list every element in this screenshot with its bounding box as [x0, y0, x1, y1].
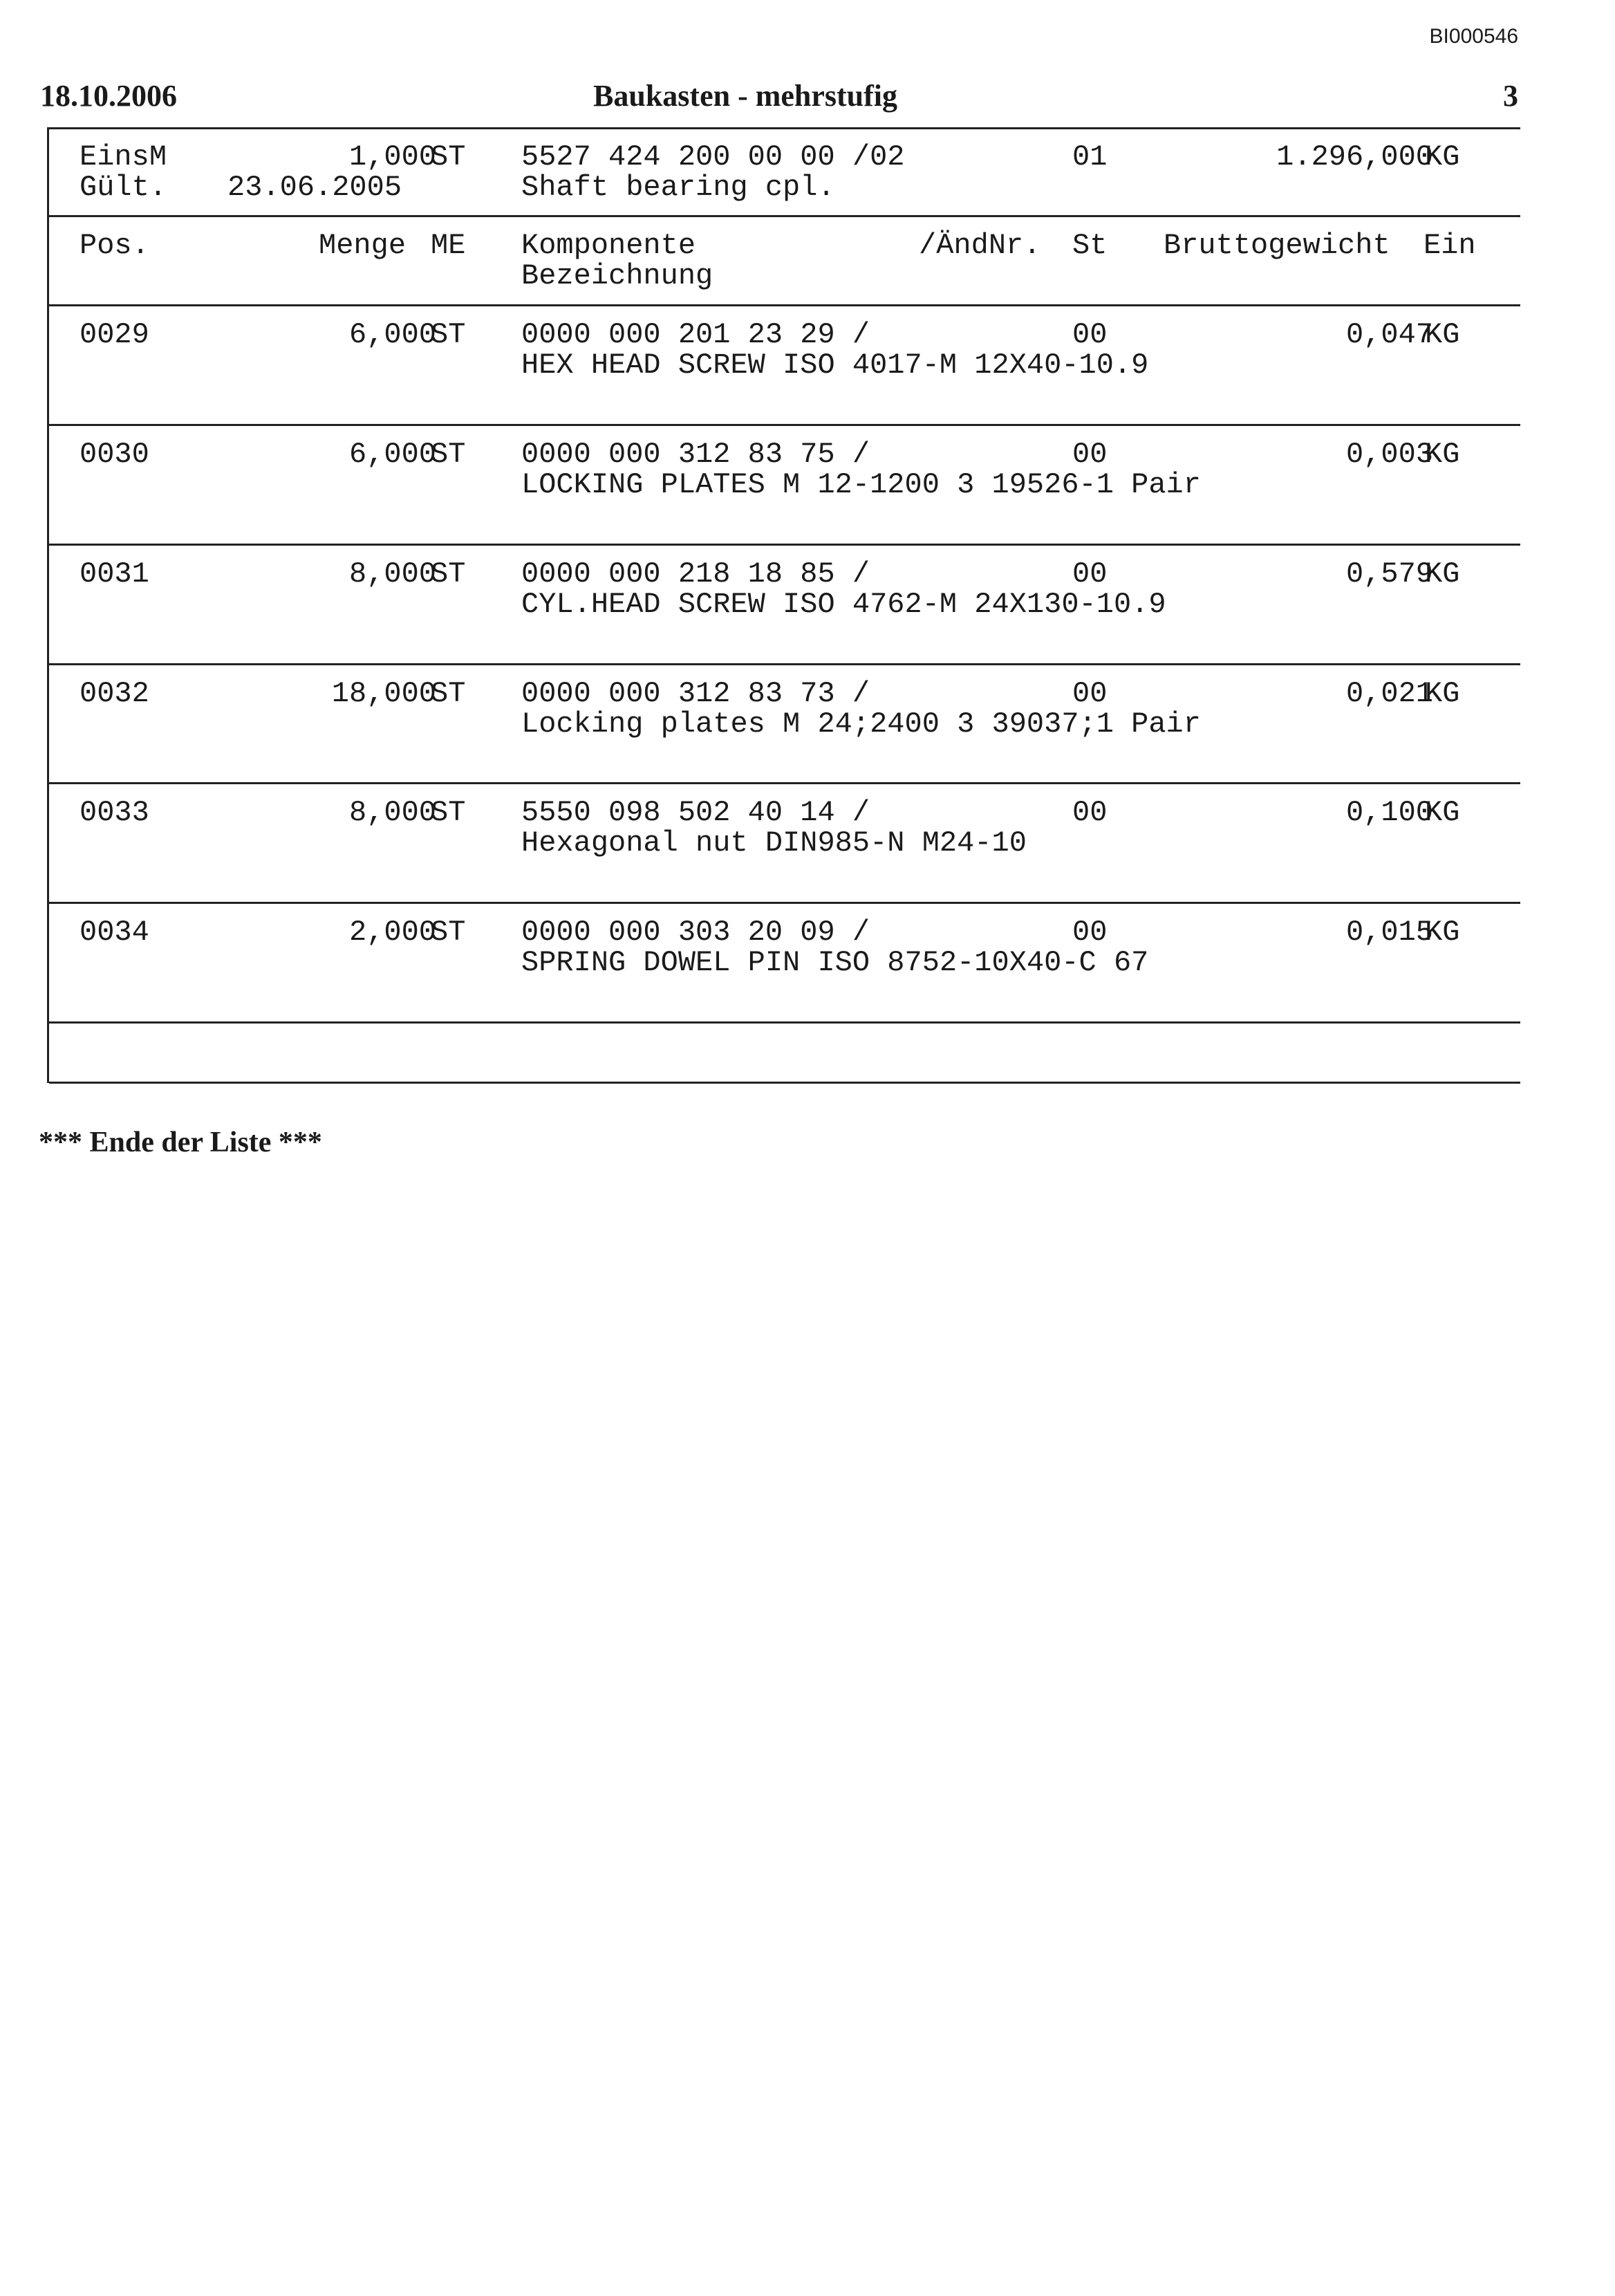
col-me: ME: [431, 229, 466, 262]
item-weight-unit: KG: [1425, 796, 1460, 829]
item-description: Locking plates M 24;2400 3 39037;1 Pair: [521, 707, 1201, 741]
bom-table: [47, 127, 1520, 1083]
rule: [49, 215, 1520, 217]
item-pos: 0029: [80, 318, 149, 351]
item-description: Hexagonal nut DIN985-N M24-10: [521, 826, 1027, 860]
item-weight: 0,015: [1345, 916, 1433, 949]
item-unit: ST: [431, 438, 466, 471]
item-component: 0000 000 312 83 73 /: [521, 677, 870, 710]
rule: [49, 304, 1520, 306]
item-component: 0000 000 312 83 75 /: [521, 438, 870, 471]
col-komponente: Komponente: [521, 229, 696, 262]
item-quantity: 6,000: [348, 318, 436, 351]
item-st: 00: [1072, 557, 1108, 591]
item-quantity: 8,000: [348, 557, 436, 591]
page-number: 3: [1503, 79, 1518, 113]
item-description: LOCKING PLATES M 12-1200 3 19526-1 Pair: [521, 468, 1201, 501]
item-unit: ST: [431, 916, 466, 949]
item-weight-unit: KG: [1425, 438, 1460, 471]
item-pos: 0030: [80, 438, 149, 471]
item-pos: 0031: [80, 557, 149, 591]
item-weight-unit: KG: [1425, 318, 1460, 351]
item-pos: 0032: [80, 677, 149, 710]
rule: [49, 544, 1520, 546]
col-st: St: [1072, 229, 1108, 262]
item-quantity: 2,000: [348, 916, 436, 949]
rule-bottom: [49, 1082, 1520, 1084]
item-weight: 0,579: [1345, 557, 1433, 591]
item-unit: ST: [431, 557, 466, 591]
col-aendnr: /ÄndNr.: [919, 229, 1041, 262]
assembly-weight-unit: KG: [1425, 140, 1460, 174]
item-st: 00: [1072, 677, 1108, 710]
col-pos: Pos.: [80, 229, 149, 262]
assembly-st: 01: [1072, 140, 1108, 174]
item-component: 5550 098 502 40 14 /: [521, 796, 870, 829]
einsm-label: EinsM: [80, 140, 167, 174]
valid-label: Gült.: [80, 171, 167, 204]
item-pos: 0033: [80, 796, 149, 829]
item-quantity: 6,000: [348, 438, 436, 471]
item-weight: 0,047: [1345, 318, 1433, 351]
item-st: 00: [1072, 438, 1108, 471]
rule: [49, 663, 1520, 665]
item-description: HEX HEAD SCREW ISO 4017-M 12X40-10.9: [521, 349, 1149, 382]
assembly-description: Shaft bearing cpl.: [521, 171, 835, 204]
item-pos: 0034: [80, 916, 149, 949]
item-component: 0000 000 218 18 85 /: [521, 557, 870, 591]
item-quantity: 8,000: [348, 796, 436, 829]
col-menge: Menge: [319, 229, 407, 262]
item-quantity: 18,000: [331, 677, 436, 710]
col-bruttogewicht: Bruttogewicht: [1164, 229, 1390, 262]
item-component: 0000 000 303 20 09 /: [521, 916, 870, 949]
item-st: 00: [1072, 318, 1108, 351]
document-id: BI000546: [1429, 25, 1518, 48]
item-component: 0000 000 201 23 29 /: [521, 318, 870, 351]
rule: [49, 424, 1520, 426]
item-weight-unit: KG: [1425, 916, 1460, 949]
item-weight-unit: KG: [1425, 677, 1460, 710]
col-ein: Ein: [1423, 229, 1476, 262]
col-bezeichnung: Bezeichnung: [521, 259, 713, 293]
rule: [49, 1021, 1520, 1024]
item-weight-unit: KG: [1425, 557, 1460, 591]
assembly-unit: ST: [431, 140, 466, 174]
item-weight: 0,003: [1345, 438, 1433, 471]
end-of-list-text: *** Ende der Liste ***: [39, 1127, 322, 1158]
assembly-quantity: 1,000: [348, 140, 436, 174]
rule: [49, 782, 1520, 784]
item-st: 00: [1072, 916, 1108, 949]
item-unit: ST: [431, 318, 466, 351]
item-description: CYL.HEAD SCREW ISO 4762-M 24X130-10.9: [521, 588, 1166, 621]
item-st: 00: [1072, 796, 1108, 829]
rule-top: [49, 127, 1520, 129]
item-weight: 0,100: [1345, 796, 1433, 829]
assembly-component: 5527 424 200 00 00 /02: [521, 140, 905, 174]
item-weight: 0,021: [1345, 677, 1433, 710]
item-description: SPRING DOWEL PIN ISO 8752-10X40-C 67: [521, 946, 1149, 979]
item-unit: ST: [431, 796, 466, 829]
item-unit: ST: [431, 677, 466, 710]
report-title: Baukasten - mehrstufig: [593, 79, 898, 113]
assembly-weight: 1.296,000: [1276, 140, 1433, 174]
report-date: 18.10.2006: [40, 79, 177, 113]
valid-date: 23.06.2005: [227, 171, 402, 204]
rule: [49, 902, 1520, 904]
